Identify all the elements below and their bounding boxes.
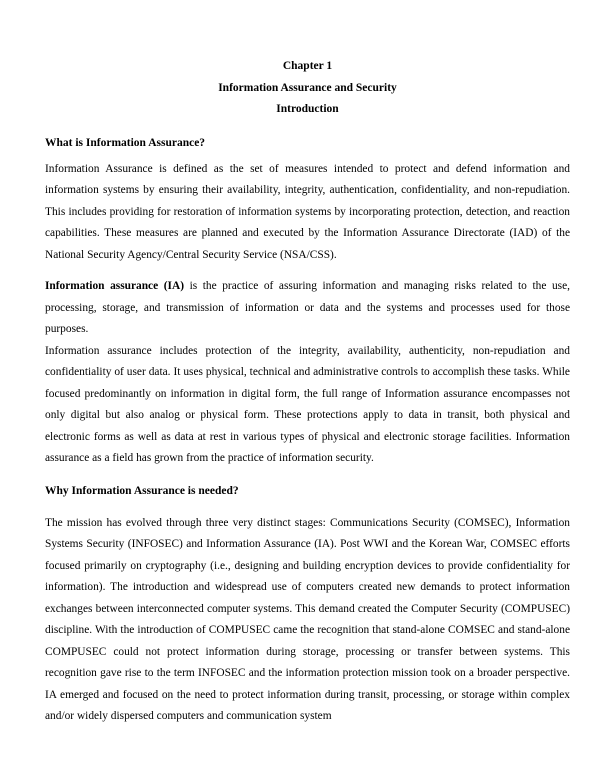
document-page <box>45 56 570 728</box>
bold-term-ia: Information assurance (IA) <box>45 280 184 292</box>
paragraph-ia-mission-history: The mission has evolved through three very distinct stages: Communications Security (COMSEC), Information Systems Security (INFOSEC) and Information Assurance (IA). Post WWI and the Korean War, COMSEC efforts focused primarily on cryptography (i.e., designing and building encryption devices to provide confidentiality for information). The introduction and widespread use of computers created new demands to protect information exchanges between interconnected computer systems. This demand created the Computer Security (COMPUSEC) discipline. With the introduction of COMPUSEC came the recognition that stand-alone COMSEC and stand-alone COMPUSEC could not protect information during storage, processing or transfer between systems. This recognition gave rise to the term INFOSEC and the information protection mission took on a broader perspective. IA emerged and focused on the need to protect information during transit, processing, or storage within complex and/or widely dispersed computers and communication system <box>45 516 570 722</box>
paragraph-ia-practice <box>45 276 570 341</box>
chapter-subtitle: Introduction <box>276 103 339 115</box>
paragraph-ia-definition: Information Assurance is defined as the set of measures intended to protect and defend information and information systems by ensuring their availability, integrity, authentication, confidentiality, and non-repudiation. This includes providing for restoration of information systems by incorporating protection, detection, and reaction capabilities. These measures are planned and executed by the Information Assurance Directorate (IAD) of the National Security Agency/Central Security Service (NSA/CSS). <box>45 162 570 261</box>
section-heading-what-is-ia: What is Information Assurance? <box>45 136 206 149</box>
paragraph-ia-scope: Information assurance includes protection of the integrity, availability, authenticity, non-repudiation and confidentiality of user data. It uses physical, technical and administrative controls to accomplish these tasks. While focused predominantly on information in digital form, the full range of Information assurance encompasses not only digital but also analog or physical form. These protections apply to data in transit, both physical and electronic forms as well as data at rest in various types of physical and electronic storage facilities. Information assurance as a field has grown from the practice of information security. <box>45 344 570 464</box>
chapter-number: Chapter 1 <box>282 60 333 72</box>
paragraph-ia-practice-text: is the practice of assuring information and managing risks related to the use, processing, storage, and transmission of information or data and the systems and processes used for those purposes. <box>45 280 570 335</box>
section-heading-why-ia-needed: Why Information Assurance is needed? <box>45 484 239 497</box>
chapter-title: Information Assurance and Security <box>218 81 397 94</box>
